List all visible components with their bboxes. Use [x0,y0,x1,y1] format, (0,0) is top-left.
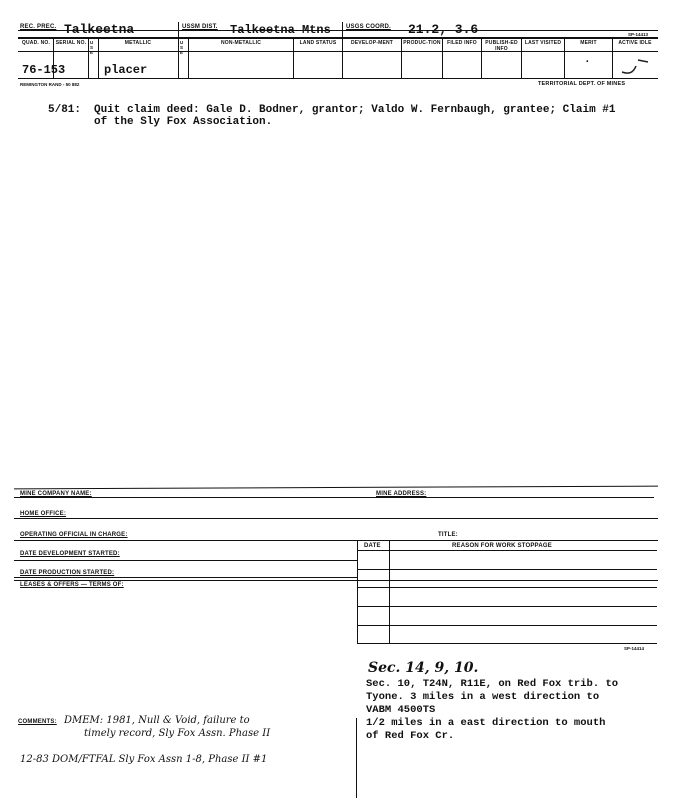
usgs-coord-label: USGS COORD. [346,24,391,30]
location-typed [366,678,666,743]
mine-address-label: MINE ADDRESS: [376,491,427,497]
comments-label: COMMENTS: [18,719,57,725]
metallic-value: placer [104,63,148,77]
col-active-idle: ACTIVE IDLE [618,40,652,46]
mine-company-name-label: MINE COMPANY NAME: [20,491,92,497]
merit-value: . [584,54,591,66]
serial-value: 76-153 [22,63,66,77]
col-non-metallic: NON-METALLIC [220,40,262,46]
location-line-3: VABM 4500TS [366,704,436,716]
comments-line-1: DMEM: 1981, Null & Void, failure to [64,715,250,726]
ussm-dist-label: USSM DIST. [182,24,218,30]
title-label: TITLE: [438,532,458,538]
rec-prec-label: REC. PREC. [20,24,57,30]
location-line-1: Sec. 10, T24N, R11E, on Red Fox trib. to [366,678,619,690]
entry-line-2: of the Sly Fox Association. [94,116,273,128]
table-date-header: DATE [364,543,381,549]
col-quad-no: QUAD. NO. [21,40,51,46]
location-handwritten: Sec. 14, 9, 10. [368,660,479,676]
printer-note: REMINGTON RAND - 50 882 [20,82,80,87]
home-office-label: HOME OFFICE: [20,511,67,517]
col-production: PRODUC-TION [403,40,441,46]
col-use-1: U S E [90,40,94,55]
col-published-info: PUBLISH-ED INFO [485,40,518,52]
usgs-coord-value: 21.2, 3.6 [408,22,479,37]
entry-line-1: Quit claim deed: Gale D. Bodner, grantor; Valdo W. Fernbaugh, grantee; Claim #1 [94,104,616,116]
form-number: SP-14413 [628,32,649,37]
operating-official-label: OPERATING OFFICIAL IN CHARGE: [20,532,128,538]
comments-line-3: 12-83 DOM/FTFAL Sly Fox Assn 1-8, Phase II #1 [20,754,268,765]
ussm-dist-value: Talkeetna Mtns [230,23,331,37]
active-check-mark [618,56,658,78]
col-filed-info: FILED INFO [447,40,477,46]
date-development-label: DATE DEVELOPMENT STARTED: [20,551,120,557]
rec-prec-value: Talkeetna [64,22,135,37]
date-production-label: DATE PRODUCTION STARTED: [20,570,115,576]
entry-date: 5/81: [48,104,82,116]
location-line-5: of Red Fox Cr. [366,730,455,742]
comments-line-2: timely record, Sly Fox Assn. Phase II [84,728,271,739]
dept-name: TERRITORIAL DEPT. OF MINES [538,81,626,87]
leases-label: LEASES & OFFERS — TERMS OF: [20,582,124,588]
col-use-2: U S E [180,40,184,55]
location-line-4: 1/2 miles in a east direction to mouth [366,717,606,729]
table-reason-header: REASON FOR WORK STOPPAGE [452,543,552,549]
col-merit: MERIT [580,40,597,46]
location-line-2: Tyone. 3 miles in a west direction to [366,691,600,703]
col-serial-no: SERIAL NO. [55,40,87,46]
col-land-status: LAND STATUS [299,40,337,46]
col-development: DEVELOP-MENT [350,40,394,46]
col-last-visited: LAST VISITED [524,40,562,46]
form-number-2: SP-14414 [624,646,645,651]
col-metallic: METALLIC [124,40,152,46]
